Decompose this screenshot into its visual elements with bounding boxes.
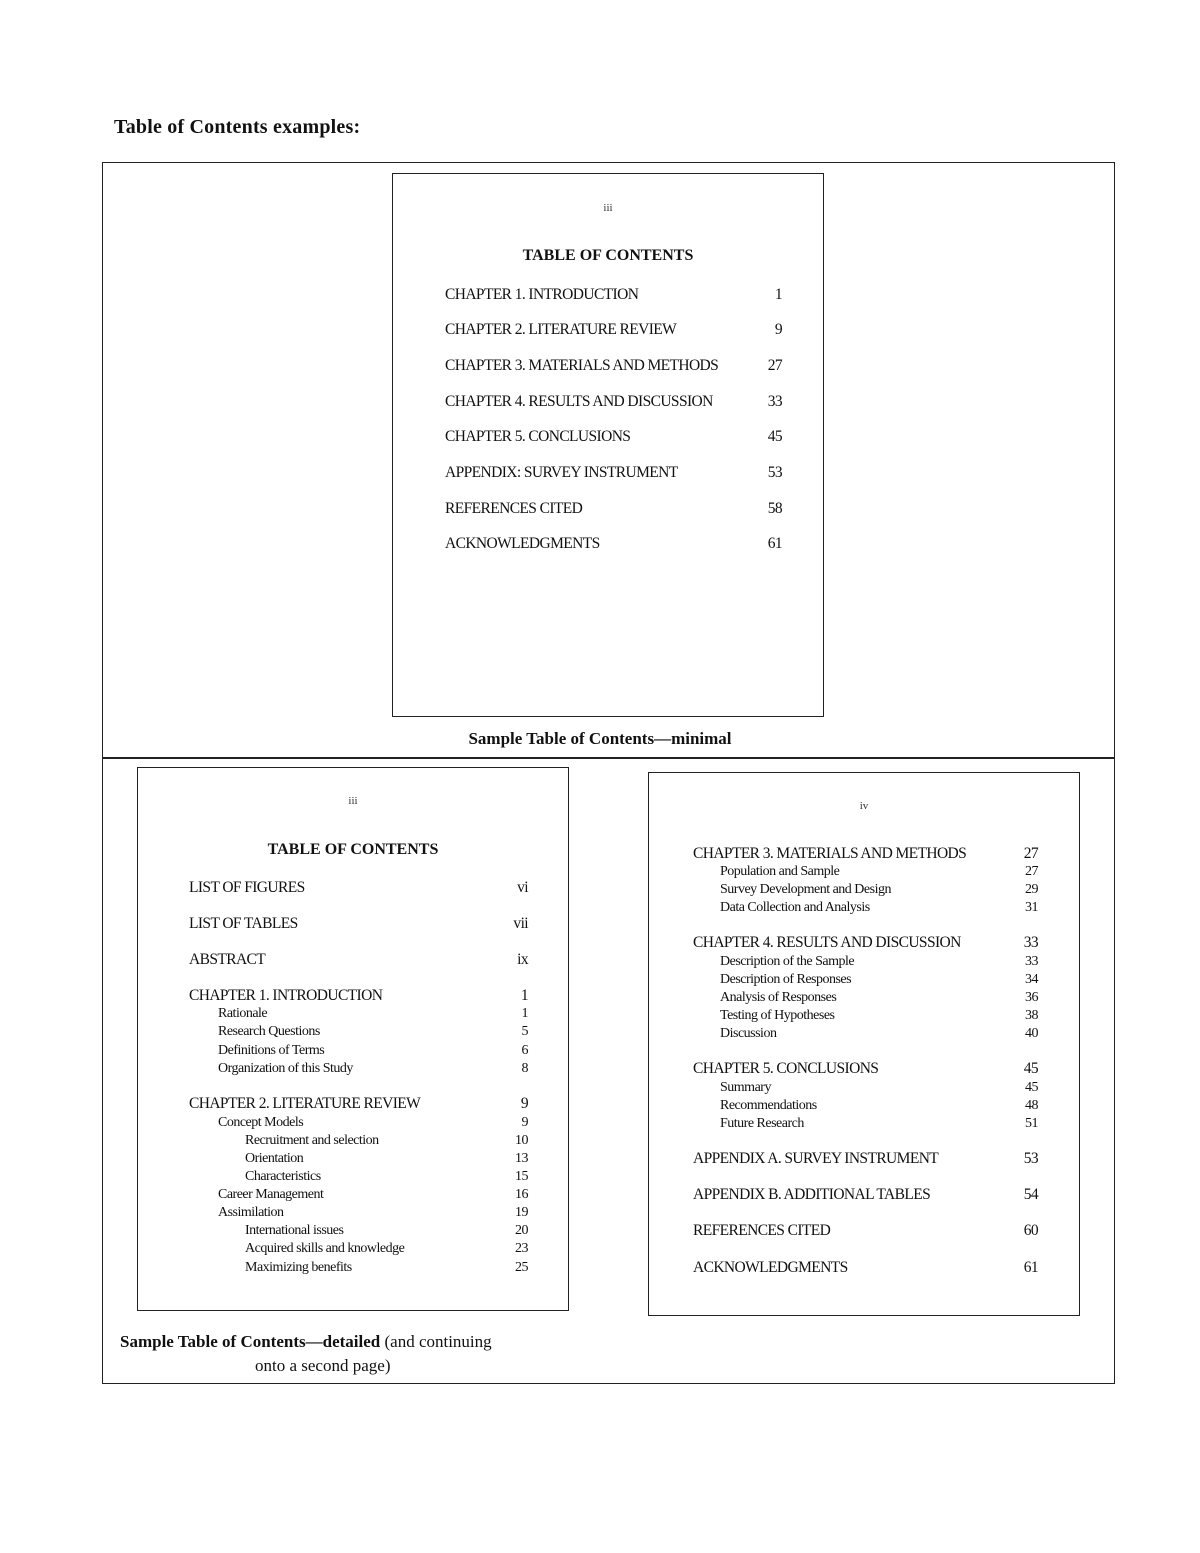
toc-subentry: [720, 900, 1038, 916]
entry-page: 45: [1023, 1060, 1038, 1077]
entry-page: 45: [767, 428, 782, 445]
entry-page: 13: [515, 1151, 528, 1166]
entry-page: ix: [517, 951, 528, 968]
entry-label: Definitions of Terms: [218, 1043, 325, 1058]
entry-page: 1: [521, 1006, 528, 1021]
entry-label: ACKNOWLEDGMENTS: [693, 1259, 848, 1276]
entry-label: Acquired skills and knowledge: [245, 1241, 405, 1256]
page-number: iv: [859, 800, 869, 812]
toc-subentry: [720, 972, 1038, 988]
entry-label: CHAPTER 4. RESULTS AND DISCUSSION: [445, 393, 713, 410]
toc-subentry: [720, 864, 1038, 880]
toc-entry: [445, 321, 782, 339]
toc-entry: [189, 915, 528, 933]
entry-label: ABSTRACT: [189, 951, 266, 968]
entry-label: LIST OF TABLES: [189, 915, 298, 932]
entry-page: 20: [515, 1223, 528, 1238]
toc-entry: [445, 286, 782, 304]
entry-label: Rationale: [218, 1006, 268, 1021]
entry-page: 6: [521, 1043, 528, 1058]
toc-subentry: [720, 954, 1038, 970]
entry-label: CHAPTER 3. MATERIALS AND METHODS: [693, 845, 967, 862]
entry-label: Analysis of Responses: [720, 990, 837, 1005]
entry-label: APPENDIX A. SURVEY INSTRUMENT: [693, 1150, 939, 1167]
toc-entry: [445, 428, 782, 446]
toc-subentry: [218, 1006, 528, 1022]
toc-entry: [445, 535, 782, 553]
entry-page: 33: [1023, 934, 1038, 951]
toc-subentry: [218, 1187, 528, 1203]
toc-subentry: [720, 1098, 1038, 1114]
toc-title: TABLE OF CONTENTS: [267, 841, 439, 858]
entry-label: Assimilation: [218, 1205, 284, 1220]
entry-page: 45: [1025, 1080, 1038, 1095]
entry-label: Career Management: [218, 1187, 324, 1202]
entry-page: 61: [767, 535, 782, 552]
toc-entry: [693, 1222, 1038, 1240]
entry-page: 25: [515, 1260, 528, 1275]
entry-page: 9: [774, 321, 782, 338]
toc-entry: [693, 1060, 1038, 1078]
entry-label: CHAPTER 4. RESULTS AND DISCUSSION: [693, 934, 961, 951]
entry-page: 16: [515, 1187, 528, 1202]
toc-subentry: [245, 1151, 528, 1167]
entry-page: 53: [1023, 1150, 1038, 1167]
caption-bold-text: Sample Table of Contents—detailed: [120, 1332, 381, 1351]
toc-entry: [189, 879, 528, 897]
entry-label: CHAPTER 5. CONCLUSIONS: [693, 1060, 879, 1077]
entry-label: ACKNOWLEDGMENTS: [445, 535, 600, 552]
entry-label: CHAPTER 3. MATERIALS AND METHODS: [445, 357, 719, 374]
toc-subentry: [245, 1169, 528, 1185]
minimal-toc-page: [392, 173, 824, 717]
entry-label: APPENDIX B. ADDITIONAL TABLES: [693, 1186, 931, 1203]
toc-entry: [445, 357, 782, 375]
entry-label: Data Collection and Analysis: [720, 900, 870, 915]
toc-entry: [189, 987, 528, 1005]
entry-label: Summary: [720, 1080, 771, 1095]
entry-page: 29: [1025, 882, 1038, 897]
entry-page: vi: [517, 879, 528, 896]
entry-label: CHAPTER 2. LITERATURE REVIEW: [189, 1095, 421, 1112]
entry-page: 9: [521, 1115, 528, 1130]
toc-subentry: [218, 1024, 528, 1040]
entry-page: 5: [521, 1024, 528, 1039]
entry-label: Organization of this Study: [218, 1061, 353, 1076]
toc-subentry: [218, 1115, 528, 1131]
entry-label: APPENDIX: SURVEY INSTRUMENT: [445, 464, 678, 481]
toc-title: TABLE OF CONTENTS: [522, 247, 694, 264]
entry-label: Recommendations: [720, 1098, 817, 1113]
toc-entry: [693, 1259, 1038, 1277]
entry-label: Population and Sample: [720, 864, 840, 879]
entry-label: Recruitment and selection: [245, 1133, 379, 1148]
entry-page: 33: [1025, 954, 1038, 969]
toc-entry: [693, 1150, 1038, 1168]
entry-page: 27: [767, 357, 782, 374]
toc-entry: [445, 500, 782, 518]
entry-label: CHAPTER 2. LITERATURE REVIEW: [445, 321, 677, 338]
entry-label: Description of Responses: [720, 972, 852, 987]
toc-subentry: [245, 1133, 528, 1149]
entry-label: Testing of Hypotheses: [720, 1008, 835, 1023]
caption-text: Sample Table of Contents—minimal: [468, 729, 732, 748]
entry-label: Maximizing benefits: [245, 1260, 352, 1275]
entry-page: 8: [521, 1061, 528, 1076]
toc-entry: [189, 951, 528, 969]
entry-page: 33: [767, 393, 782, 410]
entry-page: 27: [1025, 864, 1038, 879]
entry-page: 48: [1025, 1098, 1038, 1113]
toc-subentry: [720, 1080, 1038, 1096]
entry-page: 31: [1025, 900, 1038, 915]
entry-label: Characteristics: [245, 1169, 321, 1184]
entry-page: 9: [520, 1095, 528, 1112]
entry-page: 51: [1025, 1116, 1038, 1131]
toc-entry: [693, 845, 1038, 863]
detailed-toc-page-2: [648, 772, 1080, 1316]
entry-page: 27: [1023, 845, 1038, 862]
entry-label: Future Research: [720, 1116, 804, 1131]
detailed-caption: [120, 1332, 492, 1352]
entry-page: 36: [1025, 990, 1038, 1005]
toc-subentry: [720, 882, 1038, 898]
toc-subentry: [245, 1260, 528, 1276]
toc-subentry: [720, 990, 1038, 1006]
entry-page: 1: [520, 987, 528, 1004]
toc-subentry: [218, 1205, 528, 1221]
toc-subentry: [245, 1223, 528, 1239]
entry-label: REFERENCES CITED: [693, 1222, 831, 1239]
document-heading: Table of Contents examples:: [114, 116, 361, 138]
toc-subentry: [720, 1008, 1038, 1024]
entry-label: Research Questions: [218, 1024, 320, 1039]
entry-label: CHAPTER 1. INTRODUCTION: [189, 987, 383, 1004]
entry-page: 1: [774, 286, 782, 303]
entry-page: 34: [1025, 972, 1038, 987]
entry-page: 15: [515, 1169, 528, 1184]
section-divider: [102, 757, 1115, 759]
toc-subentry: [218, 1043, 528, 1059]
page-number: iii: [603, 202, 613, 214]
entry-page: 58: [767, 500, 782, 517]
entry-page: 19: [515, 1205, 528, 1220]
entry-label: CHAPTER 5. CONCLUSIONS: [445, 428, 631, 445]
entry-page: 10: [515, 1133, 528, 1148]
entry-page: 23: [515, 1241, 528, 1256]
toc-entry: [693, 1186, 1038, 1204]
entry-page: 38: [1025, 1008, 1038, 1023]
toc-subentry: [720, 1116, 1038, 1132]
detailed-toc-page-1: [137, 767, 569, 1311]
toc-subentry: [245, 1241, 528, 1257]
entry-label: International issues: [245, 1223, 344, 1238]
entry-page: 60: [1023, 1222, 1038, 1239]
toc-entry: [445, 393, 782, 411]
entry-label: Description of the Sample: [720, 954, 855, 969]
toc-entry: [189, 1095, 528, 1113]
entry-page: vii: [513, 915, 528, 932]
entry-page: 54: [1023, 1186, 1038, 1203]
entry-label: Survey Development and Design: [720, 882, 891, 897]
entry-label: REFERENCES CITED: [445, 500, 583, 517]
entry-label: Discussion: [720, 1026, 777, 1041]
toc-subentry: [218, 1061, 528, 1077]
entry-page: 40: [1025, 1026, 1038, 1041]
caption-rest-text: (and continuing: [380, 1332, 492, 1351]
toc-entry: [693, 934, 1038, 952]
toc-subentry: [720, 1026, 1038, 1042]
entry-label: Concept Models: [218, 1115, 304, 1130]
entry-label: CHAPTER 1. INTRODUCTION: [445, 286, 639, 303]
entry-page: 61: [1023, 1259, 1038, 1276]
page-number: iii: [348, 795, 358, 807]
detailed-caption-line-2: onto a second page): [255, 1356, 391, 1375]
entry-label: LIST OF FIGURES: [189, 879, 305, 896]
toc-entry: [445, 464, 782, 482]
minimal-caption: [0, 729, 1200, 749]
entry-label: Orientation: [245, 1151, 304, 1166]
entry-page: 53: [767, 464, 782, 481]
